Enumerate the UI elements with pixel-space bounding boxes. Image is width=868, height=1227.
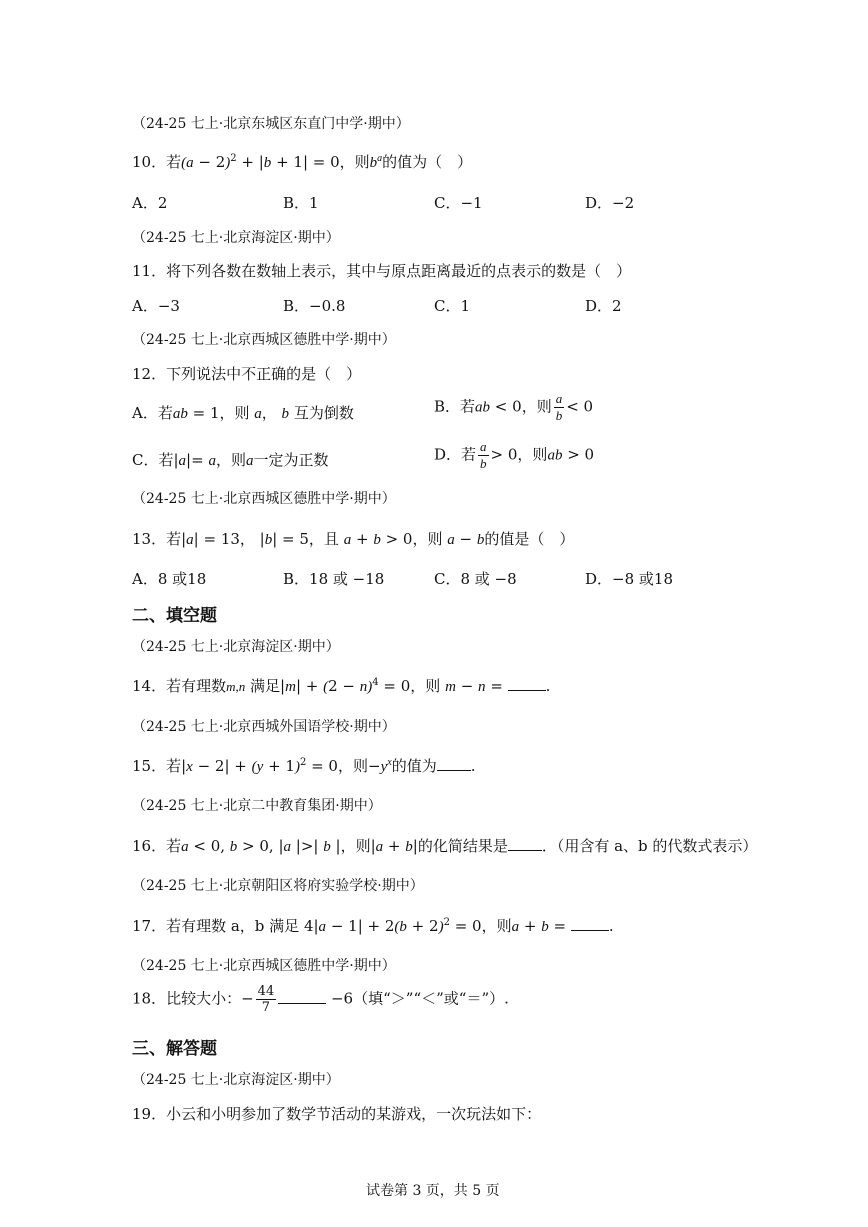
page-footer: 试卷第 3 页，共 5 页 xyxy=(366,1183,500,1199)
q14-answer-blank[interactable] xyxy=(508,690,546,691)
q10-mid: ，则 xyxy=(339,153,370,171)
q18-fraction: $\frac{44}{7}$ xyxy=(257,984,275,1015)
q12-c-tail: 一定为正数 xyxy=(253,451,329,469)
q15-tail: 的值为 xyxy=(391,757,437,775)
q17-answer-blank[interactable] xyxy=(571,930,609,931)
q12-d-fraction: $\frac{a}{b}$ xyxy=(480,439,487,471)
q10-tail: 的值为（ ） xyxy=(382,153,473,171)
q15-answer-blank[interactable] xyxy=(437,770,471,771)
source-q13: （24-25 七上·北京西城区德胜中学·期中） xyxy=(132,491,396,507)
q12-b-mid: ，则 xyxy=(521,397,552,416)
q10-option-d: D．−2 xyxy=(585,194,635,212)
q16-note: ．（用含有 a、b 的代数式表示） xyxy=(541,837,758,855)
question-18: 18．比较大小：− $\frac{44}{7}$ −6（填“＞”“＜”或“＝”）. xyxy=(132,984,509,1015)
q10-expr: $b^a$ xyxy=(369,153,383,171)
q12-option-a: A．若ab = 1，则 a， b 互为倒数 xyxy=(132,404,354,422)
source-q12: （24-25 七上·北京西城区德胜中学·期中） xyxy=(132,332,396,348)
q12-a-formula: ab xyxy=(172,406,188,422)
q10-option-c: C．−1 xyxy=(434,194,483,212)
q12-a-tail: 互为倒数 xyxy=(293,404,354,422)
question-19: 19．小云和小明参加了数学节活动的某游戏，一次玩法如下： xyxy=(132,1105,542,1123)
q15-prefix: 15．若 xyxy=(132,757,182,775)
q16-mid: ，则 xyxy=(340,837,371,855)
q13-tail: 的值是（ ） xyxy=(484,530,575,548)
question-14: 14．若有理数m,n 满足$|m| + (2 - n)^4 = 0$，则 m − n = . xyxy=(132,677,551,695)
q14-mid: 满足 xyxy=(250,677,281,695)
q12-option-b: B．若ab < 0，则 $\frac{a}{b}$ < 0 xyxy=(434,391,594,423)
q11-option-a: A．−3 xyxy=(132,297,180,315)
q12-d-label: D．若 xyxy=(434,445,477,464)
q10-formula: $(a - 2)^2 + |b + 1| = 0$ xyxy=(181,153,340,171)
q13-option-b: B．18 或 −18 xyxy=(283,570,385,588)
q12-option-d: D．若 $\frac{a}{b}$ > 0，则ab > 0 xyxy=(434,439,595,471)
source-q17: （24-25 七上·北京朝阳区将府实验学校·期中） xyxy=(132,878,424,894)
source-q10: （24-25 七上·北京东城区东直门中学·期中） xyxy=(132,116,410,132)
source-q19: （24-25 七上·北京海淀区·期中） xyxy=(132,1072,340,1088)
question-10 xyxy=(132,151,472,172)
source-q15: （24-25 七上·北京西城外国语学校·期中） xyxy=(132,719,396,735)
q10-option-b: B．1 xyxy=(283,194,319,212)
q12-c-mid: ，则 xyxy=(215,451,246,469)
q12-b-label: B．若 xyxy=(434,397,476,416)
question-12: 12．下列说法中不正确的是（ ） xyxy=(132,365,362,383)
question-11: 11．将下列各数在数轴上表示，其中与原点距离最近的点表示的数是（ ） xyxy=(132,262,632,280)
q12-option-c: C．若|a|= a，则a一定为正数 xyxy=(132,451,329,469)
q17-mid: ，则 xyxy=(481,917,512,935)
q11-option-b: B．−0.8 xyxy=(283,297,346,315)
source-q14: （24-25 七上·北京海淀区·期中） xyxy=(132,639,340,655)
q18-answer-blank[interactable] xyxy=(278,1003,326,1004)
q11-option-c: C．1 xyxy=(434,297,471,315)
q12-a-label: A．若 xyxy=(132,404,173,422)
q12-c-label: C．若 xyxy=(132,451,174,469)
q13-prefix: 13．若 xyxy=(132,530,182,548)
q18-tail: （填“＞”“＜”或“＝”）. xyxy=(353,989,509,1008)
section-fill-in-title: 二、填空题 xyxy=(132,606,217,626)
q13-option-c: C．8 或 −8 xyxy=(434,570,517,588)
q13-option-d: D．−8 或18 xyxy=(585,570,673,588)
q16-tail: 的化简结果是 xyxy=(417,837,508,855)
q12-b-fraction: $\frac{a}{b}$ xyxy=(555,391,563,423)
source-q18: （24-25 七上·北京西城区德胜中学·期中） xyxy=(132,958,396,974)
q13-option-a: A．8 或18 xyxy=(132,570,207,588)
question-13: 13．若|a| = 13， |b| = 5，且 a + b > 0，则 a − b的值是（ ） xyxy=(132,530,575,548)
source-q16: （24-25 七上·北京二中教育集团·期中） xyxy=(132,798,382,814)
section-answer-title: 三、解答题 xyxy=(132,1039,217,1059)
q11-option-d: D．2 xyxy=(585,297,622,315)
q12-d-mid: ，则 xyxy=(517,445,548,464)
q15-mid: ，则 xyxy=(337,757,368,775)
q17-prefix: 17．若有理数 a，b 满足 xyxy=(132,917,300,935)
question-16: 16．若a < 0, b > 0, |a |>| b |，则|a + b|的化简结果是 ．（用含有 a、b 的代数式表示） xyxy=(132,837,758,855)
q14-prefix: 14．若有理数 xyxy=(132,677,227,695)
q16-answer-blank[interactable] xyxy=(508,850,542,851)
q10-option-a: A．2 xyxy=(132,194,168,212)
source-q11: （24-25 七上·北京海淀区·期中） xyxy=(132,230,340,246)
question-15: 15．若$|x - 2| + (y + 1)^2 = 0$，则$-y^x$的值为 . xyxy=(132,757,476,775)
q14-mid2: ，则 xyxy=(410,677,441,695)
q18-prefix: 18．比较大小： xyxy=(132,989,242,1008)
q16-prefix: 16．若 xyxy=(132,837,182,855)
question-17: 17．若有理数 a，b 满足 $4|a - 1| + 2(b + 2)^2 = 0$，则a + b = . xyxy=(132,917,614,935)
q10-prefix: 10．若 xyxy=(132,153,182,171)
